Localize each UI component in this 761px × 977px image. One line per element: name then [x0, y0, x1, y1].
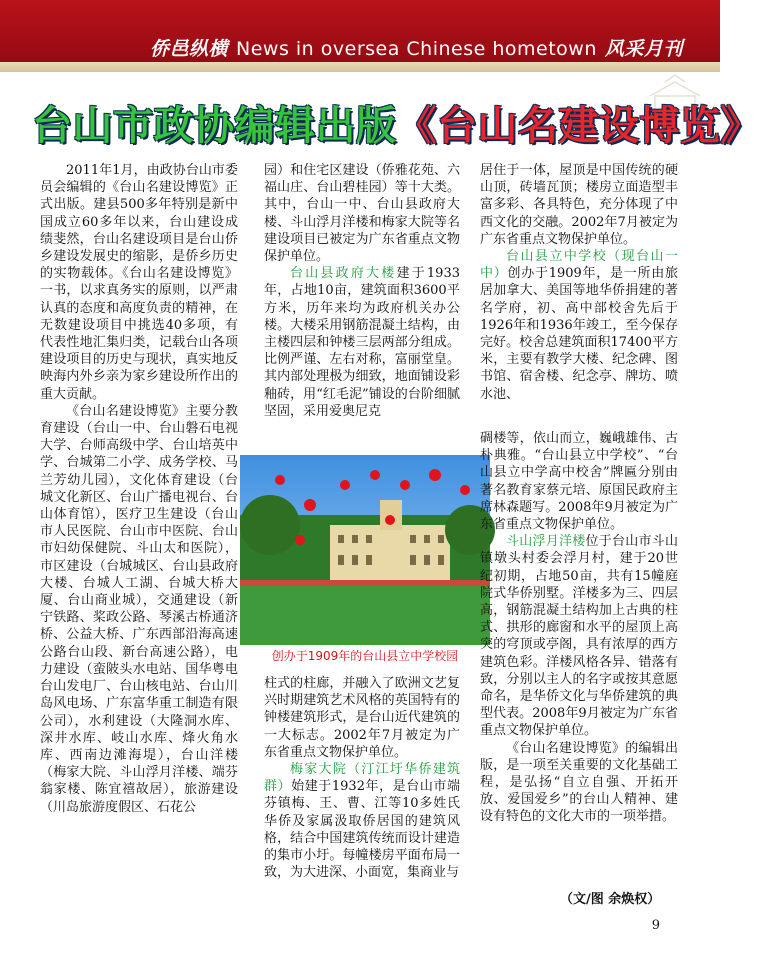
section-lead: 台山县立中学校（现台山一中）: [480, 249, 678, 282]
headline-part-2: 《台山名建设博览》: [396, 103, 761, 149]
school-campus-photo: [240, 455, 490, 645]
author-credit: （文/图 余焕权）: [560, 892, 661, 907]
paragraph: [264, 265, 460, 420]
paragraph: 柱式的柱廊，并融入了欧洲文艺复兴时期建筑艺术风格的英国特有的钟楼建筑形式，是台山近代建筑的一大标志。2002年7月被定为广东省重点文物保护单位。: [264, 676, 460, 760]
header-stripe: [0, 62, 720, 72]
paragraph: 园）和住宅区建设（侨雅花苑、六福山庄、台山碧桂园）等十大类。其中，台山一中、台山县政府大楼、斗山浮月洋楼和梅家大院等名建设项目已被定为广东省重点文物保护单位。: [264, 163, 460, 265]
paragraph: [264, 761, 460, 881]
header-magazine-name: 风采月刊: [604, 38, 683, 60]
header-text: [150, 34, 683, 58]
page-headline: [32, 96, 761, 156]
paragraph-body: 位于台山市斗山镇墩头村委会浮月村，建于20世纪初期，占地50亩，共有15幢庭院式华侨别墅。洋楼多为三、四层高，钢筋混凝土结构加上古典的柱式、拱形的廊窗和水平的屋顶上高突的穹顶或亭阁，具有浓厚的西方建筑色彩。洋楼风格各异、错落有致，分别以主人的名字或按其意愿命名，是华侨文化与华侨建筑的典型代表。2008年9月被定为广东省重点文物保护单位。: [480, 534, 678, 739]
paragraph: [480, 248, 678, 403]
paragraph-body: 创办于1909年，是一所由旅居加拿大、美国等地华侨捐建的著名学府，初、高中部校舍先后于1926年和1936年竣工，至今保存完好。校舍总建筑面积17400平方米，主要有教学大楼、纪念碑、图书馆、宿舍楼、纪念亭、牌坊、喷水池、: [480, 266, 678, 402]
paragraph: 《台山名建设博览》主要分教育建设（台山一中、台山磐石电视大学、台师高级中学、台山培英中学、台城第二小学、成务学校、马兰芳幼儿园），文化体育建设（台城文化新区、台山广播电视台、台山体育馆），医疗卫生建设（台山市人民医院、台山市中医院、台山市妇幼保健院、斗山太和医院），市区建设（台城城区、台山县政府大楼、台城人工湖、台城大桥大厦、台山商业城），交通建设（新宁铁路、桨政公路、琴溪古桥通济桥、公益大桥、广东西部沿海高速公路台山段、新台高速公路），电力建设（蛮陂头水电站、国华粤电台山发电厂、台山核电站、台山川岛风电场、广东富华重工制造有限公司），水利建设（大隆洞水库、深井水库、岐山水库、烽火角水库、西南边滩海堤），台山洋楼（梅家大院、斗山浮月洋楼、端芬翁家楼、陈宜禧故居），旅游建设（川岛旅游度假区、石花公: [40, 403, 238, 815]
article-column-3-lower: [480, 430, 678, 826]
photo-caption: 创办于1909年的台山县立中学校园: [271, 649, 459, 663]
section-lead: 斗山浮月洋楼: [506, 534, 586, 550]
paragraph: 居住于一体，屋顶是中国传统的硬山顶，砖墙瓦顶；楼房立面造型丰富多彩、各具特色，充分体现了中西文化的交融。2002年7月被定为广东省重点文物保护单位。: [480, 163, 678, 247]
paragraph: 碉楼等，依山而立，巍峨雄伟、古朴典雅。“台山县立中学校”、“台山县立中学高中校舍”牌匾分别由著名教育家蔡元培、原国民政府主席林森题写。2008年9月被定为广东省重点文物保护单位。: [480, 431, 678, 533]
paragraph: 2011年1月，由政协台山市委员会编辑的《台山名建设博览》正式出版。建县500多年特别是新中国成立60多年以来，台山建设成绩斐然，台山名建设项目是台山侨乡建设发展史的缩影，是侨乡历史的实物载体。《台山名建设博览》一书，以求真务实的原则，以严肃认真的态度和高度负责的精神，在无数建设项目中挑选40多项，有代表性地汇集归类，记载台山各项建设项目的历史与现状，真实地反映海内外乡亲为家乡建设所作出的重大贡献。: [40, 163, 238, 402]
section-lead: 梅家大院（汀江圩华侨建筑群）: [264, 762, 460, 795]
header-english-title: News in oversea Chinese hometown: [236, 38, 597, 60]
article-column-3: [480, 162, 678, 403]
article-column-2: [264, 162, 460, 420]
section-lead: 台山县政府大楼: [290, 266, 397, 282]
headline-part-1: 台山市政协编辑出版: [32, 103, 397, 149]
article-column-1: [40, 162, 238, 816]
paragraph: 《台山名建设博览》的编辑出版，是一项至关重要的文化基础工程，是弘扬“自立自强、开拓开放、爱国爱乡”的台山人精神、建设有特色的文化大市的一项举措。: [480, 740, 678, 825]
header-section-name: 侨邑纵横: [150, 38, 229, 60]
page-number: 9: [651, 918, 660, 933]
article-column-2-lower: [264, 675, 460, 881]
paragraph-body: 始建于1932年，是台山市端芬镇梅、王、曹、江等10多姓氏华侨及家属汲取侨居国的建筑风格，结合中国建筑传统而设计建造的集市小圩。每幢楼房平面布局一致，为大进深、小面宽，集商业与: [264, 779, 460, 881]
paragraph: [480, 533, 678, 739]
paragraph-body: 建于1933年，占地10亩，建筑面积3600平方米，历年来均为政府机关办公楼。大楼采用钢筋混凝土结构，由主楼四层和钟楼三层两部分组成。比例严谨、左右对称，富丽堂皇。其内部处理极为细致，地面铺设彩釉砖，用“红毛泥”铺设的台阶细腻坚固，采用爱奥尼克: [264, 266, 460, 419]
